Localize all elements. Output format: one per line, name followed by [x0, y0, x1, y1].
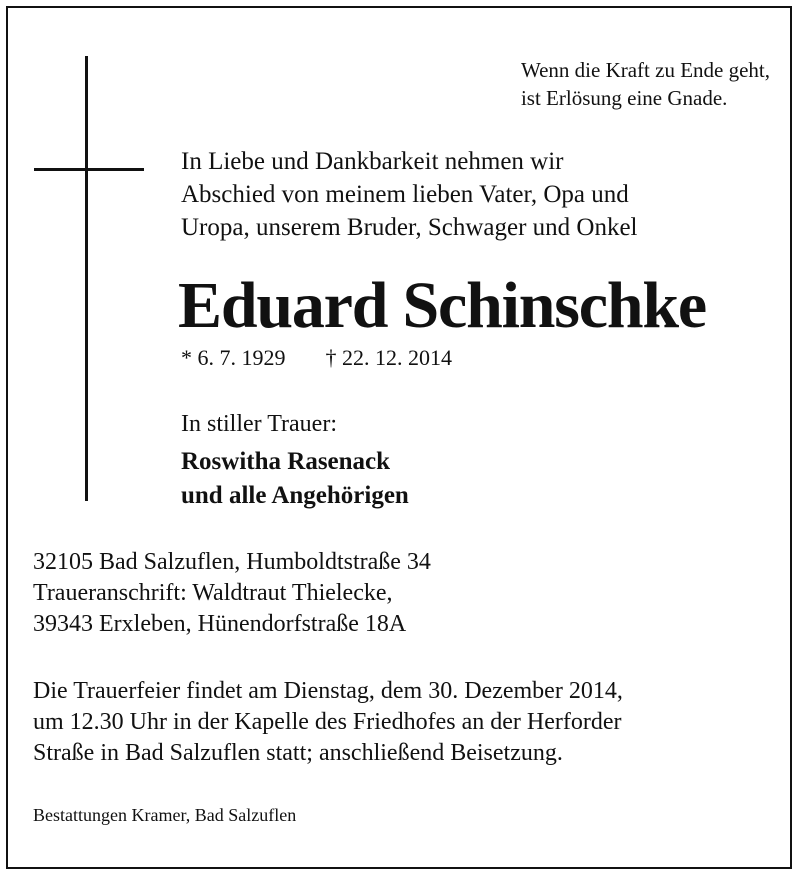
mourning-label: In stiller Trauer:	[181, 411, 337, 437]
intro-line: Abschied von meinem lieben Vater, Opa und	[181, 181, 629, 208]
funeral-home: Bestattungen Kramer, Bad Salzuflen	[33, 805, 297, 825]
birth-date: * 6. 7. 1929	[181, 345, 286, 370]
address-line: 32105 Bad Salzuflen, Humboldtstraße 34	[33, 549, 431, 575]
deceased-name: Eduard Schinschke	[178, 269, 706, 342]
mourner-line: und alle Angehörigen	[181, 482, 409, 509]
motto-quote	[521, 56, 770, 112]
death-date: † 22. 12. 2014	[325, 345, 452, 370]
address-line: 39343 Erxleben, Hünendorfstraße 18A	[33, 611, 407, 637]
cross-vertical-bar	[85, 56, 88, 501]
mourner-line: Roswitha Rasenack	[181, 448, 391, 475]
motto-line: ist Erlösung eine Gnade.	[520, 86, 728, 110]
life-dates	[181, 343, 452, 373]
mourners-list	[181, 445, 409, 513]
service-line: Die Trauerfeier findet am Dienstag, dem 30. Dezember 2014,	[33, 678, 623, 704]
intro-line: In Liebe und Dankbarkeit nehmen wir	[181, 148, 564, 175]
service-line: Straße in Bad Salzuflen statt; anschließend Beisetzung.	[33, 740, 563, 766]
service-line: um 12.30 Uhr in der Kapelle des Friedhofes an der Herforder	[33, 709, 622, 735]
intro-line: Uropa, unserem Bruder, Schwager und Onkel	[181, 214, 638, 241]
intro-text	[181, 145, 638, 244]
motto-line: Wenn die Kraft zu Ende geht,	[520, 58, 770, 82]
address-line: Traueranschrift: Waldtraut Thielecke,	[33, 580, 393, 606]
cross-horizontal-bar	[34, 168, 144, 171]
service-info	[33, 676, 623, 769]
address-block	[33, 547, 431, 640]
